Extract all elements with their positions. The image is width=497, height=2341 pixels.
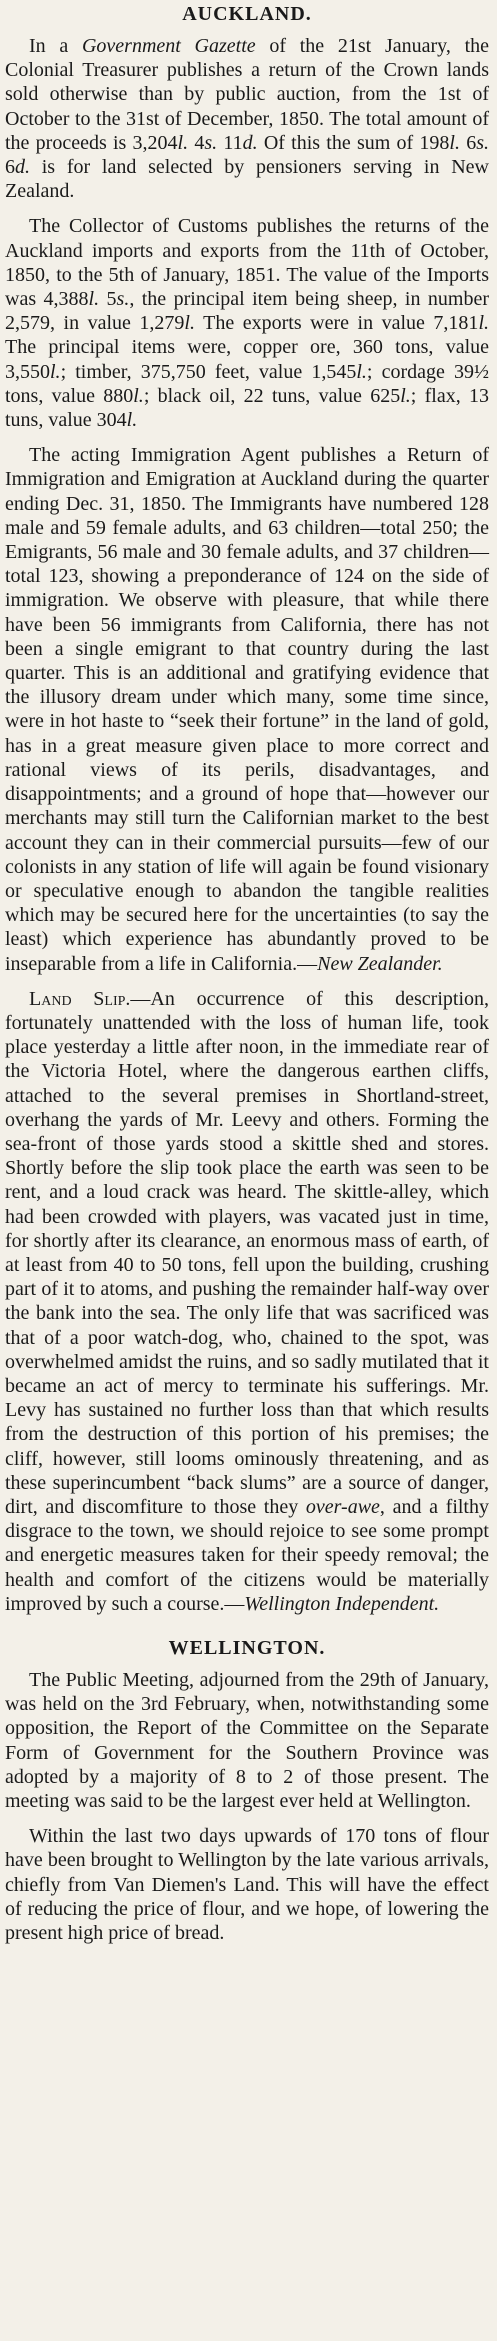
section-heading-wellington: WELLINGTON. (168, 1637, 326, 1659)
text-run: 6 (5, 156, 15, 179)
text-run: l. (126, 409, 138, 432)
text-run: Government Gazette (81, 35, 256, 57)
text-run: ; black oil, 22 tuns, value 625 (143, 384, 401, 407)
paragraph-crown-lands (5, 34, 489, 203)
text-run: ; cordage 39½ tons, value 880 (5, 360, 489, 407)
text-run: Wellington Independent. (244, 1592, 440, 1615)
text-run: 4 (188, 131, 205, 154)
text-run: ; flax, 13 tuns, value 304 (5, 384, 490, 432)
text-run: d. (15, 156, 30, 179)
text-run: l. (88, 288, 100, 311)
text-run: , the principal item being sheep, in number 2,579, in value 1,279 (5, 288, 490, 335)
text-run: over-awe (305, 1495, 380, 1518)
text-run: l. (133, 384, 144, 407)
paragraph-public-meeting (5, 1668, 489, 1813)
text-run: In a (29, 35, 82, 57)
text-run: l. (50, 360, 61, 383)
section-heading-auckland: AUCKLAND. (182, 3, 312, 25)
text-run: Within the last two days upwards of 170 tons of flour have been brought to Wellington by the late various arrivals, chiefly from Van Diemen's Land. This will have the effect of reducing the price of flour, and we hope, of lowering the present high price of bread. (5, 1825, 489, 1945)
text-run: l. (184, 312, 195, 335)
text-run: d. (242, 131, 258, 154)
paragraph-land-slip (5, 987, 489, 1616)
text-run: s. (476, 131, 489, 154)
text-run: l. (177, 131, 189, 154)
text-run: The Public Meeting, adjourned from the 29th of January, was held on the 3rd February, when, notwithstanding some opposition, the Report of the Committee on the Separate Form of Government for the Southern Province was adopted by a majority of 8 to 2 of those present. The meeting was said to be the largest ever held at Wellington. (5, 1669, 489, 1813)
text-run: s. (116, 288, 130, 311)
text-run: of the 21st January, the Colonial Treasurer publishes a return of the Crown lands sold otherwise than by public auction, from the 1st of October to the 31st of December, 1850. The total amount of the proceeds is 3,204 (5, 35, 490, 154)
text-run: is for land selected by pensioners serving in New Zealand. (5, 156, 489, 203)
text-run: l. (356, 360, 367, 383)
text-run: , and a filthy disgrace to the town, we should rejoice to see some prompt and energetic measures taken for their speedy removal; the health and comfort of the citizens would be materially improved by such a course.— (5, 1495, 489, 1615)
text-run: ; timber, 375,750 feet, value 1,545 (60, 360, 357, 383)
text-run: l. (478, 312, 489, 335)
newspaper-column (0, 2, 497, 2341)
text-run: s. (204, 131, 218, 154)
text-run: Land Slip. (29, 987, 131, 1010)
text-run: 6 (459, 131, 477, 154)
paragraph-customs-returns (5, 214, 489, 432)
text-run: The Collector of Customs publishes the returns of the Auckland imports and exports from the 11th of October, 1850, to the 5th of January, 1851. The value of the Imports was 4,388 (5, 215, 489, 311)
text-run: Of this the sum of 198 (257, 131, 450, 154)
text-run: l. (400, 384, 411, 407)
text-run: The acting Immigration Agent publishes a Return of Immigration and Emigration at Auckland during the quarter ending Dec. 31, 1850. The Immigrants have numbered 128 male and 59 female adults, and 63 children—total 250; the Emigrants, 56 male and 30 female adults, and 37 children—total 123, showing a preponderance of 124 on the side of immigration. We observe with pleasure, that while there have been 56 immigrants from California, there has not been a single emigrant to that country during the last quarter. This is an additional and gratifying evidence that the illusory dream under which many, some time since, were in hot haste to “seek their fortune” in the land of gold, has in a great measure given place to more correct and rational views of its perils, disadvantages, and disappointments; and a ground of hope that—however our merchants may still turn the Californian market to the best account they can in their commercial pursuits—few of our colonists in any station of life will again be found visionary or speculative enough to abandon the tangible realities which may be secured here for the uncertainties (to say the least) which experience has abundantly proved to be inseparable from a life in California.— (5, 444, 489, 975)
paragraph-flour-arrivals (5, 1824, 489, 1945)
text-run: 11 (217, 131, 243, 154)
text-run: l. (449, 131, 460, 154)
text-run: The exports were in value 7,181 (194, 312, 479, 335)
text-run: The principal items were, copper ore, 360 tons, value 3,550 (5, 336, 489, 383)
paragraph-immigration-return (5, 443, 489, 975)
text-run: New Zealander. (317, 952, 443, 975)
text-run: —An occurrence of this description, fortunately unattended with the loss of human life, took place yesterday a little after noon, in the immediate rear of the Victoria Hotel, where the dangerous earthen cliffs, attached to the several premises in Shortland-street, overhang the yards of Mr. Leevy and others. Forming the sea-front of those yards stood a skittle shed and stores. Shortly before the slip took place the earth was seen to be rent, and a loud crack was heard. The skittle-alley, which had been crowded with players, was vacated just in time, for shortly after its clearance, an enormous mass of earth, of at least from 40 to 50 tons, fell upon the building, crushing part of it to atoms, and pushing the remainder half-way over the bank into the sea. The only life that was sacrificed was that of a poor watch-dog, who, chained to the spot, was overwhelmed amidst the ruins, and so sadly mutilated that it became an act of mercy to terminate his sufferings. Mr. Levy has sustained no further loss than that which results from the destruction of this portion of his premises; the cliff, however, still looms ominously threatening, and as these superincumbent “back slums” are a source of danger, dirt, and discomfiture to those they (5, 987, 489, 1518)
text-run: 5 (99, 288, 117, 311)
